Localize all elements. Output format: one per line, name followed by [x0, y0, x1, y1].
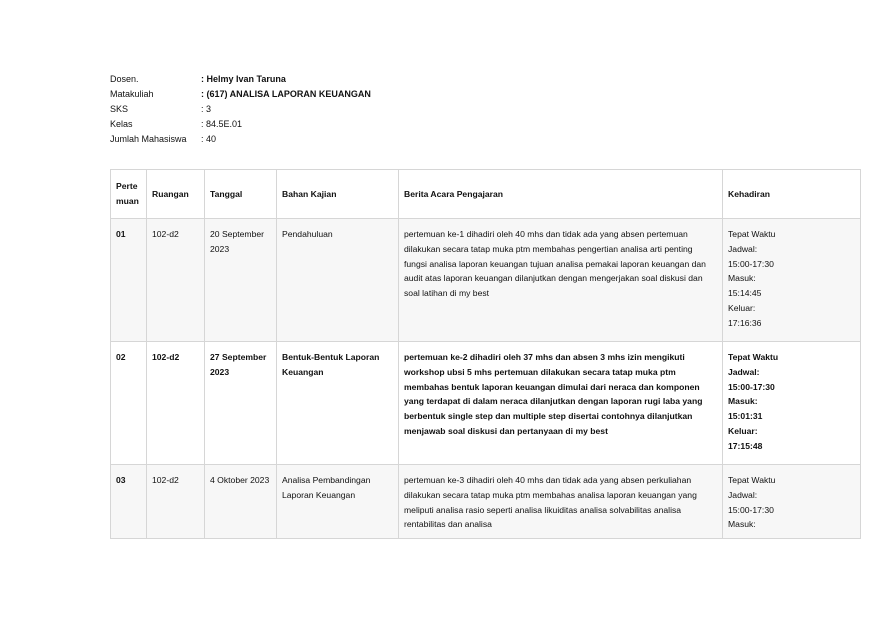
- cell-bahan-kajian: Pendahuluan: [277, 219, 399, 342]
- cell-bahan-kajian: Bentuk-Bentuk Laporan Keuangan: [277, 342, 399, 465]
- kehadiran-status: Tepat Waktu: [728, 475, 776, 485]
- jadwal-value: 15:00-17:30: [728, 381, 775, 392]
- jadwal-label: Jadwal:: [728, 366, 760, 377]
- cell-pertemuan: 02: [111, 342, 147, 465]
- masuk-label: Masuk:: [728, 519, 756, 530]
- kehadiran-status: Tepat Waktu: [728, 229, 776, 239]
- col-header-berita-acara: Berita Acara Pengajaran: [399, 170, 723, 219]
- cell-kehadiran: [723, 342, 861, 465]
- cell-tanggal: 27 September 2023: [205, 342, 277, 465]
- keluar-label: Keluar:: [728, 302, 756, 313]
- cell-kehadiran: [723, 465, 861, 539]
- table-header-row: [111, 170, 861, 219]
- cell-pertemuan: 01: [111, 219, 147, 342]
- sks-value: : 3: [201, 104, 212, 114]
- cell-kehadiran: [723, 219, 861, 342]
- col-header-bahan-kajian: Bahan Kajian: [277, 170, 399, 219]
- col-header-pertemuan: Perte muan: [111, 170, 147, 219]
- course-info: [110, 72, 371, 147]
- jumlah-row: [110, 132, 371, 147]
- kelas-label: Kelas: [110, 119, 133, 129]
- cell-ruangan: 102-d2: [147, 465, 205, 539]
- cell-tanggal: 20 September 2023: [205, 219, 277, 342]
- col-header-tanggal: Tanggal: [205, 170, 277, 219]
- cell-berita-acara: pertemuan ke-1 dihadiri oleh 40 mhs dan tidak ada yang absen pertemuan dilakukan secara tatap muka ptm membahas pengertian analisa arti penting fungsi analisa laporan keuangan tujuan analisa pemakai laporan keuangan dan audit atas laporan keuangan dilanjutkan dengan mengerjakan soal diskusi dan soal latihan di my best: [399, 219, 723, 342]
- cell-pertemuan: 03: [111, 465, 147, 539]
- col-header-ruangan: Ruangan: [147, 170, 205, 219]
- jumlah-label: Jumlah Mahasiswa: [110, 134, 187, 144]
- dosen-label: Dosen.: [110, 74, 139, 84]
- jadwal-value: 15:00-17:30: [728, 258, 774, 269]
- cell-berita-acara: pertemuan ke-2 dihadiri oleh 37 mhs dan absen 3 mhs izin mengikuti workshop ubsi 5 mhs pertemuan dilakukan secara tatap muka ptm membahas bentuk laporan keuangan dimulai dari neraca dan komponen yang terdapat di dalam neraca dilanjutkan dengan laporan rugi laba yang berbentuk single step dan multiple step disertai contohnya dilanjutkan menjawab soal diskusi dan pertanyaan di my best: [399, 342, 723, 465]
- sks-row: [110, 102, 371, 117]
- masuk-value: 15:14:45: [728, 288, 762, 299]
- cell-bahan-kajian: Analisa Pembandingan Laporan Keuangan: [277, 465, 399, 539]
- sks-label: SKS: [110, 104, 129, 114]
- cell-tanggal: 4 Oktober 2023: [205, 465, 277, 539]
- cell-berita-acara: pertemuan ke-3 dihadiri oleh 40 mhs dan tidak ada yang absen perkuliahan dilakukan secara tatap muka ptm membahas analisa laporan keuangan yang meliputi analisa rasio seperti analisa likuiditas analisa solvabilitas analisa rentabilitas dan analisa: [399, 465, 723, 539]
- masuk-label: Masuk:: [728, 396, 758, 407]
- berita-acara-table: [110, 169, 861, 539]
- cell-ruangan: 102-d2: [147, 342, 205, 465]
- dosen-row: [110, 72, 371, 87]
- keluar-value: 17:16:36: [728, 317, 762, 328]
- keluar-label: Keluar:: [728, 425, 758, 436]
- kelas-value: : 84.5E.01: [201, 119, 243, 129]
- table-row: [111, 342, 861, 465]
- matakuliah-label: Matakuliah: [110, 89, 154, 99]
- jadwal-value: 15:00-17:30: [728, 504, 774, 515]
- dosen-value: : Helmy Ivan Taruna: [201, 74, 286, 84]
- matakuliah-row: [110, 87, 371, 102]
- col-header-kehadiran: Kehadiran: [723, 170, 861, 219]
- cell-ruangan: 102-d2: [147, 219, 205, 342]
- table-row: [111, 465, 861, 539]
- jumlah-value: : 40: [201, 134, 217, 144]
- jadwal-label: Jadwal:: [728, 489, 758, 500]
- jadwal-label: Jadwal:: [728, 243, 758, 254]
- table-row: [111, 219, 861, 342]
- masuk-label: Masuk:: [728, 273, 756, 284]
- kelas-row: [110, 117, 371, 132]
- kehadiran-status: Tepat Waktu: [728, 352, 779, 362]
- matakuliah-value: : (617) ANALISA LAPORAN KEUANGAN: [201, 89, 371, 99]
- keluar-value: 17:15:48: [728, 440, 763, 451]
- masuk-value: 15:01:31: [728, 411, 763, 422]
